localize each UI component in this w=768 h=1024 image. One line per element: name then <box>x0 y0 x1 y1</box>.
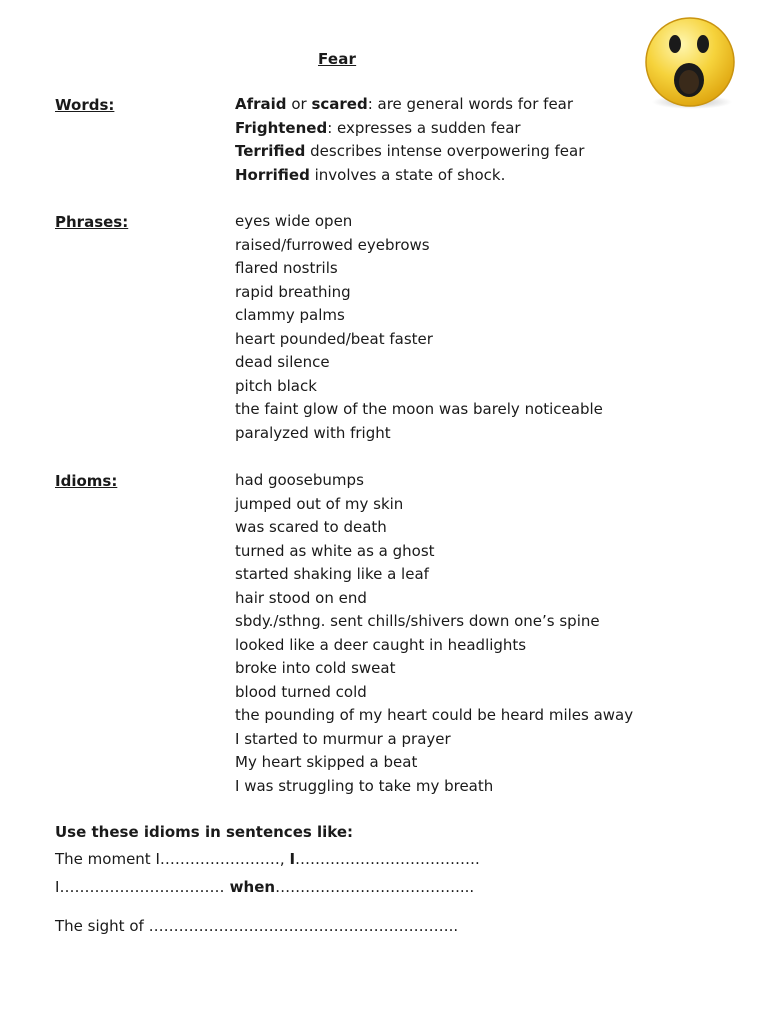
phrase-item: eyes wide open <box>235 212 353 230</box>
phrase-item: flared nostrils <box>235 259 338 277</box>
idiom-item: I started to murmur a prayer <box>235 729 451 748</box>
idiom-item: My heart skipped a beat <box>235 753 418 771</box>
phrase-item: clammy palms <box>235 306 345 324</box>
idiom-item: hair stood on end <box>235 588 367 607</box>
phrase-item: the faint glow of the moon was barely noticeable <box>235 400 603 418</box>
word-item: Terrified describes intense overpowering fear <box>235 142 585 160</box>
idioms-list <box>235 469 633 798</box>
phrase-item: paralyzed with fright <box>235 423 391 442</box>
shocked-face-icon <box>640 16 744 112</box>
prompt-title: Use these idioms in sentences like: <box>55 823 354 841</box>
idiom-item: turned as white as a ghost <box>235 541 435 560</box>
word-item: Afraid or scared: are general words for fear <box>235 95 574 113</box>
idiom-item: jumped out of my skin <box>235 494 404 513</box>
words-label: Words: <box>55 96 115 114</box>
phrase-item: dead silence <box>235 353 330 371</box>
idiom-item: sbdy./sthng. sent chills/shivers down one’s spine <box>235 612 600 630</box>
phrase-item: rapid breathing <box>235 282 351 301</box>
idiom-item: blood turned cold <box>235 682 367 701</box>
idiom-item: started shaking like a leaf <box>235 565 429 583</box>
phrase-item: raised/furrowed eyebrows <box>235 235 430 254</box>
idiom-item: had goosebumps <box>235 471 364 489</box>
idioms-label: Idioms: <box>55 472 118 490</box>
sentence-template-3: The sight of …………………………………………………….. <box>55 917 459 935</box>
word-item: Frightened: expresses a sudden fear <box>235 118 521 137</box>
phrases-list <box>235 210 603 445</box>
phrase-item: heart pounded/beat faster <box>235 329 433 348</box>
idiom-item: I was struggling to take my breath <box>235 776 494 795</box>
word-item: Horrified involves a state of shock. <box>235 165 506 184</box>
idiom-item: the pounding of my heart could be heard miles away <box>235 706 634 724</box>
idiom-item: was scared to death <box>235 518 387 536</box>
words-list <box>235 93 584 187</box>
idiom-item: looked like a deer caught in headlights <box>235 635 527 654</box>
sentence-template-2: I…………………………… when……………………………….... <box>55 878 475 896</box>
sentence-template-1: The moment I……………………, I………………………………. <box>55 850 480 868</box>
phrase-item: pitch black <box>235 376 317 395</box>
idiom-item: broke into cold sweat <box>235 659 396 677</box>
page-title: Fear <box>318 50 357 68</box>
phrases-label: Phrases: <box>55 213 129 231</box>
